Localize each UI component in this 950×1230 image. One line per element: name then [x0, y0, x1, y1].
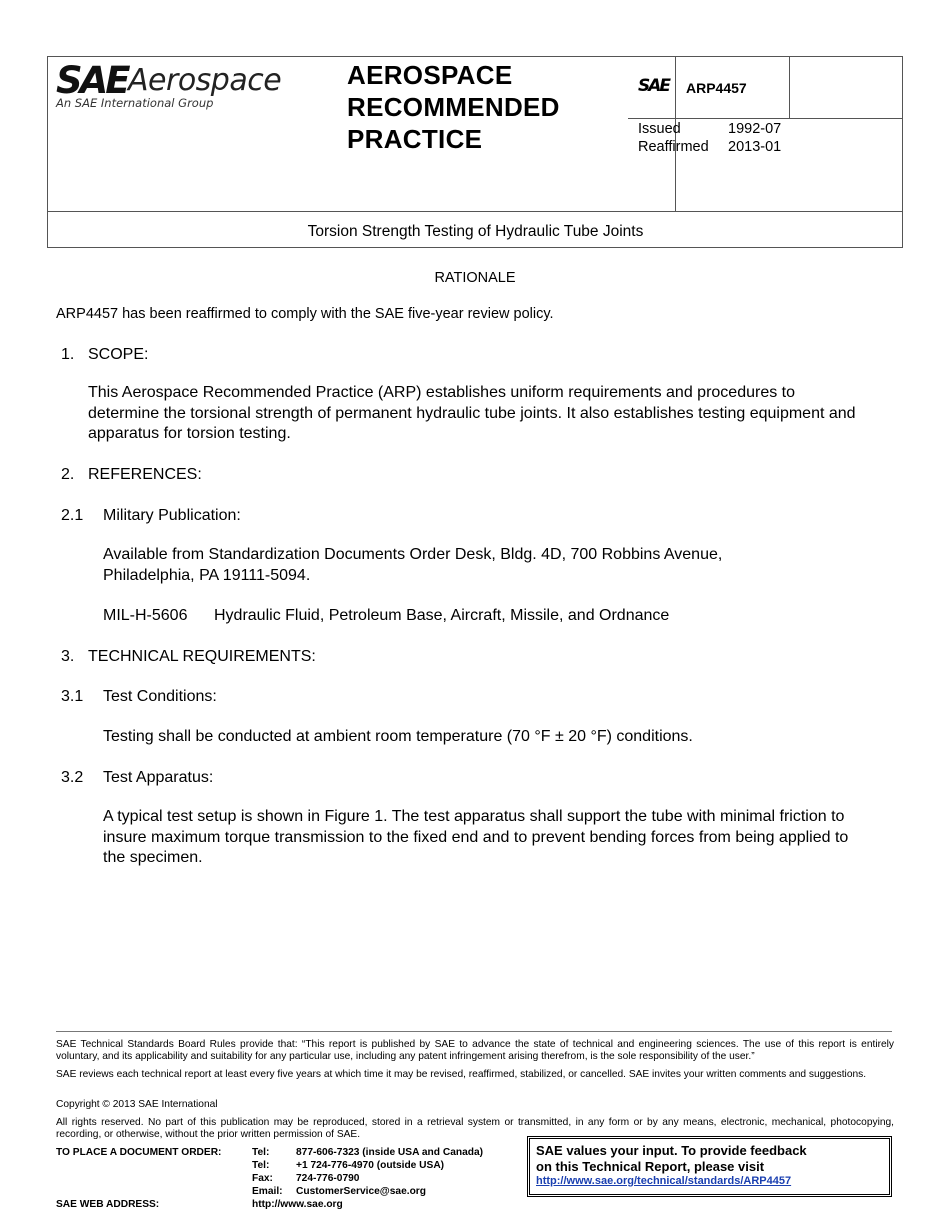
section-number: 3.2: [61, 769, 84, 786]
logo-name: Aerospace: [128, 63, 282, 98]
header-divider: [628, 118, 903, 119]
email-address[interactable]: CustomerService@sae.org: [296, 1186, 426, 1197]
fax-number: 724-776-0790: [296, 1173, 360, 1184]
issued-date: 1992-07: [728, 121, 782, 137]
section-number: 1.: [61, 346, 75, 363]
phone-outside-usa: +1 724-776-4970 (outside USA): [296, 1160, 445, 1171]
rationale-text: ARP4457 has been reaffirmed to comply with the SAE five-year review policy.: [56, 306, 554, 322]
section-number: 3.1: [61, 688, 84, 705]
section-heading-technical-requirements: TECHNICAL REQUIREMENTS:: [88, 648, 316, 665]
feedback-text: on this Technical Report, please visit: [536, 1159, 765, 1174]
sae-aerospace-logo: [56, 59, 316, 119]
board-rules-text: SAE Technical Standards Board Rules provide that: “This report is published by SAE to advance the state of technical and engineering sciences. The use of this report is entirely voluntary, and its applicability and suitability for any particular use, including any patent infringement arising therefrom, is the sole responsibility of the user.”: [56, 1039, 894, 1062]
contact-label: Tel:: [252, 1160, 270, 1171]
scope-paragraph: This Aerospace Recommended Practice (ARP) establishes uniform requirements and procedures to determine the torsional strength of permanent hydraulic tube joints. It also establishes testing equipment and apparatus for torsion testing.: [88, 384, 856, 442]
section-heading-test-apparatus: Test Apparatus:: [103, 769, 214, 786]
header-divider: [789, 57, 790, 118]
reference-code: MIL-H-5606: [103, 607, 188, 624]
issued-label: Issued: [638, 121, 681, 137]
phone-inside-usa: 877-606-7323 (inside USA and Canada): [296, 1147, 484, 1158]
title-line: RECOMMENDED: [347, 92, 560, 122]
section-heading-scope: SCOPE:: [88, 346, 149, 363]
header-divider: [48, 211, 903, 212]
section-number: 2.: [61, 466, 75, 483]
contact-labels: [252, 1146, 283, 1198]
section-number: 3.: [61, 648, 75, 665]
copyright-notice: Copyright © 2013 SAE International: [56, 1099, 218, 1110]
document-header: [47, 56, 903, 248]
section-heading-military-publication: Military Publication:: [103, 507, 241, 524]
title-line: AEROSPACE: [347, 60, 513, 90]
contact-label: Tel:: [252, 1147, 270, 1158]
section-heading-references: REFERENCES:: [88, 466, 202, 483]
document-number: ARP4457: [686, 80, 747, 96]
test-conditions-paragraph: Testing shall be conducted at ambient room temperature (70 °F ± 20 °F) conditions.: [103, 728, 693, 745]
contact-label: Fax:: [252, 1173, 273, 1184]
section-number: 2.1: [61, 507, 84, 524]
reaffirmed-label: Reaffirmed: [638, 139, 709, 155]
contact-label: Email:: [252, 1186, 283, 1197]
test-apparatus-paragraph: A typical test setup is shown in Figure 1. The test apparatus shall support the tube with minimal friction to insure maximum torque transmission to the fixed end and to prevent bending forces from being applied to the specimen.: [103, 808, 849, 866]
web-address-label: SAE WEB ADDRESS:: [56, 1199, 160, 1210]
title-line: PRACTICE: [347, 124, 483, 154]
logo-brand: SAE: [56, 59, 128, 102]
logo-tagline: An SAE International Group: [56, 96, 214, 110]
feedback-text: SAE values your input. To provide feedback: [536, 1143, 807, 1158]
reference-title: Hydraulic Fluid, Petroleum Base, Aircraft, Missile, and Ordnance: [214, 607, 670, 624]
footer-divider: [56, 1031, 892, 1032]
rationale-heading: RATIONALE: [434, 270, 516, 286]
sae-mark-logo: SAE: [638, 76, 670, 96]
document-type-title: [347, 59, 627, 155]
rights-notice: All rights reserved. No part of this publication may be reproduced, stored in a retrieval system or transmitted, in any form or by any means, electronic, mechanical, photocopying, recording, or otherwise, without the prior written permission of SAE.: [56, 1117, 894, 1140]
review-policy-text: SAE reviews each technical report at least every five years at which time it may be revised, reaffirmed, stabilized, or cancelled. SAE invites your written comments and suggestions.: [56, 1069, 867, 1080]
web-address-link[interactable]: http://www.sae.org: [252, 1199, 343, 1210]
order-label: TO PLACE A DOCUMENT ORDER:: [56, 1147, 222, 1158]
reaffirmed-date: 2013-01: [728, 139, 782, 155]
contact-values: [296, 1146, 483, 1198]
military-publication-paragraph: Available from Standardization Documents Order Desk, Bldg. 4D, 700 Robbins Avenue, Philadelphia, PA 19111-5094.: [103, 546, 723, 584]
feedback-box: [527, 1136, 892, 1197]
section-heading-test-conditions: Test Conditions:: [103, 688, 217, 705]
feedback-link[interactable]: http://www.sae.org/technical/standards/ARP4457: [536, 1175, 792, 1187]
document-title: Torsion Strength Testing of Hydraulic Tube Joints: [307, 223, 644, 240]
